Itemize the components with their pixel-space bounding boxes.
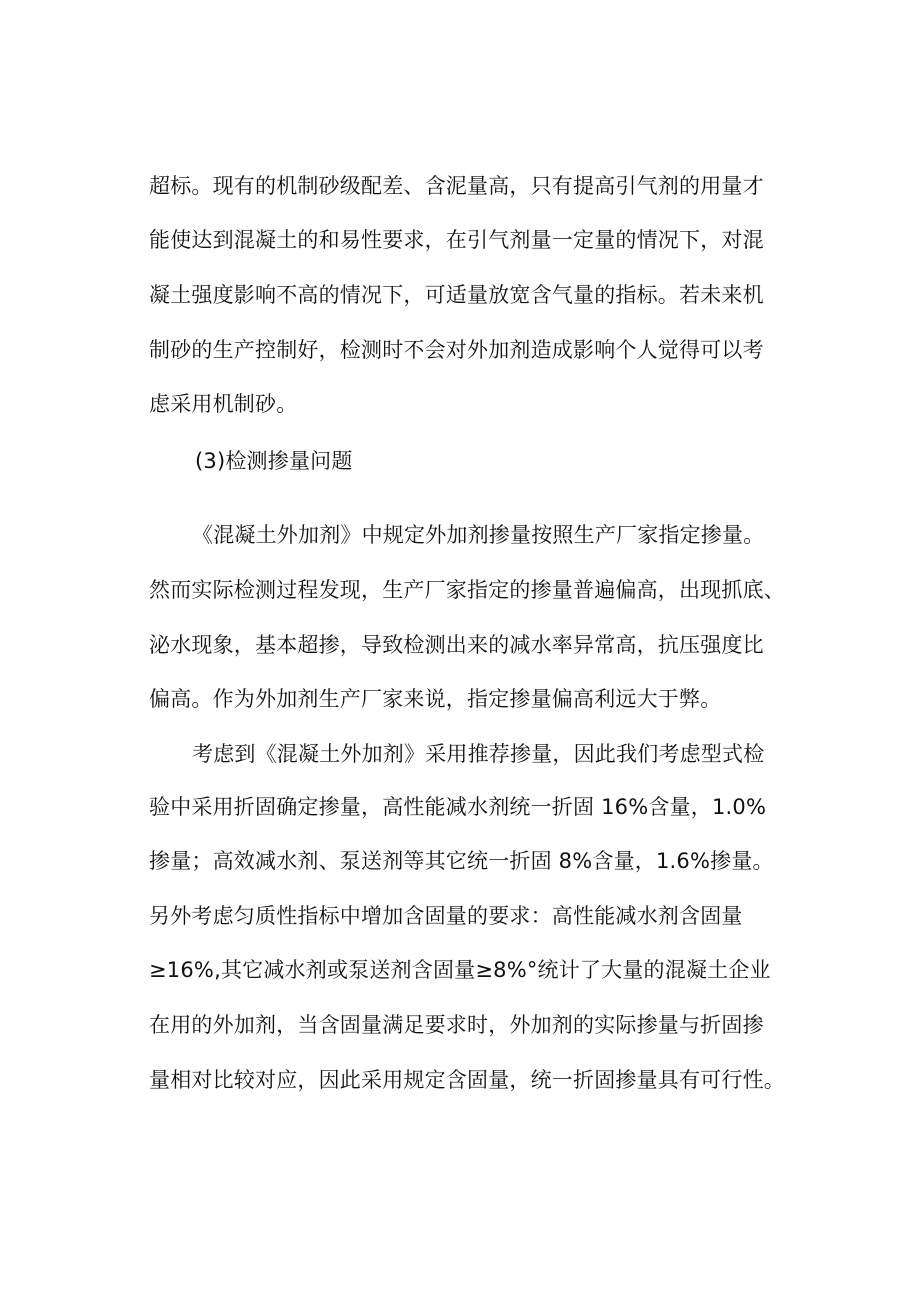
paragraph-1-line-3: 凝土强度影响不高的情况下，可适量放宽含气量的指标。若未来机 xyxy=(149,283,764,307)
paragraph-3-line-3: 掺量；高效减水剂、泵送剂等其它统一折固 8%含量，1.6%掺量。 xyxy=(149,849,774,873)
paragraph-1-line-2: 能使达到混凝土的和易性要求，在引气剂量一定量的情况下，对混 xyxy=(149,228,764,252)
paragraph-3-line-1: 考虑到《混凝土外加剂》采用推荐掺量，因此我们考虑型式检 xyxy=(192,742,765,766)
paragraph-2-line-2: 然而实际检测过程发现，生产厂家指定的掺量普遍偏高，出现抓底、 xyxy=(149,578,785,602)
section-heading: (3)检测掺量问题 xyxy=(195,449,353,473)
paragraph-3-line-6: 在用的外加剂，当含固量满足要求时，外加剂的实际掺量与折固掺 xyxy=(149,1013,764,1037)
paragraph-3-line-5: ≥16%,其它减水剂或泵送剂含固量≥8%°统计了大量的混凝土企业 xyxy=(149,958,771,982)
paragraph-1-line-4: 制砂的生产控制好，检测时不会对外加剂造成影响个人觉得可以考 xyxy=(149,338,764,362)
paragraph-1-line-5: 虑采用机制砂。 xyxy=(149,392,298,416)
paragraph-2-line-1: 《混凝土外加剂》中规定外加剂掺量按照生产厂家指定掺量。 xyxy=(192,523,765,547)
paragraph-3-line-4: 另外考虑匀质性指标中增加含固量的要求：高性能减水剂含固量 xyxy=(149,904,743,928)
paragraph-1-line-1: 超标。现有的机制砂级配差、含泥量高，只有提高引气剂的用量才 xyxy=(149,174,764,198)
paragraph-2-line-4: 偏高。作为外加剂生产厂家来说，指定掺量偏高利远大于弊。 xyxy=(149,687,722,711)
paragraph-3-line-2: 验中采用折固确定掺量，高性能减水剂统一折固 16%含量，1.0% xyxy=(149,795,767,819)
paragraph-2-line-3: 泌水现象，基本超掺，导致检测出来的减水率异常高，抗压强度比 xyxy=(149,633,764,657)
paragraph-3-line-7: 量相对比较对应，因此采用规定含固量，统一折固掺量具有可行性。 xyxy=(149,1068,785,1092)
